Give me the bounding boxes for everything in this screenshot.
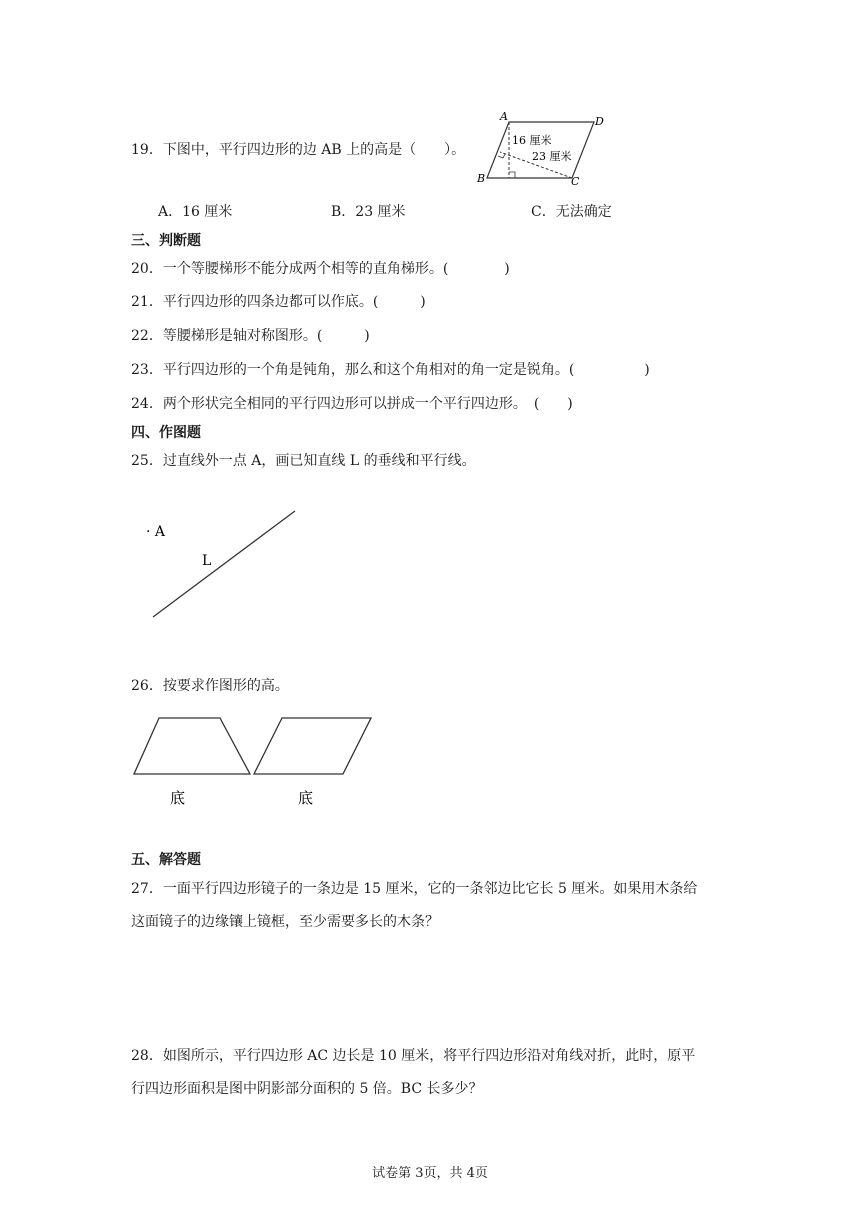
height-23-label: 23 厘米 <box>532 150 572 163</box>
question-28-line-2: 行四边形面积是图中阴影部分面积的 5 倍。BC 长多少？ <box>131 1081 483 1097</box>
question-19-text: 19．下图中，平行四边形的边 AB 上的高是（ ）。 <box>131 142 466 158</box>
q26-shapes-figure <box>128 712 378 812</box>
q19-option-b: B．23 厘米 <box>331 204 406 220</box>
vertex-d-label: D <box>595 115 604 128</box>
trapezoid-base-label: 底 <box>170 789 186 807</box>
height-16-label: 16 厘米 <box>512 134 552 147</box>
question-20-text: 20．一个等腰梯形不能分成两个相等的直角梯形。( ) <box>131 261 510 277</box>
question-22-text: 22．等腰梯形是轴对称图形。( ) <box>131 328 370 344</box>
vertex-a-label: A <box>500 110 508 123</box>
section-5-heading: 五、解答题 <box>131 852 201 868</box>
line-l-label: L <box>202 553 212 569</box>
q25-line-figure <box>140 500 310 625</box>
question-25-text: 25．过直线外一点 A，画已知直线 L 的垂线和平行线。 <box>131 453 476 469</box>
question-23-text: 23．平行四边形的一个角是钝角，那么和这个角相对的角一定是锐角。( ) <box>131 362 650 378</box>
question-26-text: 26．按要求作图形的高。 <box>131 678 289 694</box>
vertex-b-label: B <box>477 172 486 185</box>
q19-option-c: C．无法确定 <box>531 204 612 220</box>
vertex-c-label: C <box>571 175 580 186</box>
page-footer: 试卷第 3页，共 4页 <box>372 1166 488 1181</box>
point-a-label: · A <box>146 524 166 540</box>
question-24-text: 24．两个形状完全相同的平行四边形可以拼成一个平行四边形。 ( ) <box>131 396 573 412</box>
question-27-line-1: 27．一面平行四边形镜子的一条边是 15 厘米，它的一条邻边比它长 5 厘米。如果用木条给 <box>131 881 698 897</box>
parallelogram-base-label: 底 <box>298 789 314 807</box>
question-27-line-2: 这面镜子的边缘镶上镜框，至少需要多长的木条？ <box>131 914 439 930</box>
section-4-heading: 四、作图题 <box>131 425 201 441</box>
q19-option-a: A．16 厘米 <box>158 204 233 220</box>
section-3-heading: 三、判断题 <box>131 233 201 249</box>
q19-parallelogram-figure <box>474 110 614 186</box>
question-21-text: 21．平行四边形的四条边都可以作底。( ) <box>131 294 426 310</box>
question-28-line-1: 28．如图所示，平行四边形 AC 边长是 10 厘米，将平行四边形沿对角线对折，此时，原平 <box>131 1048 696 1064</box>
